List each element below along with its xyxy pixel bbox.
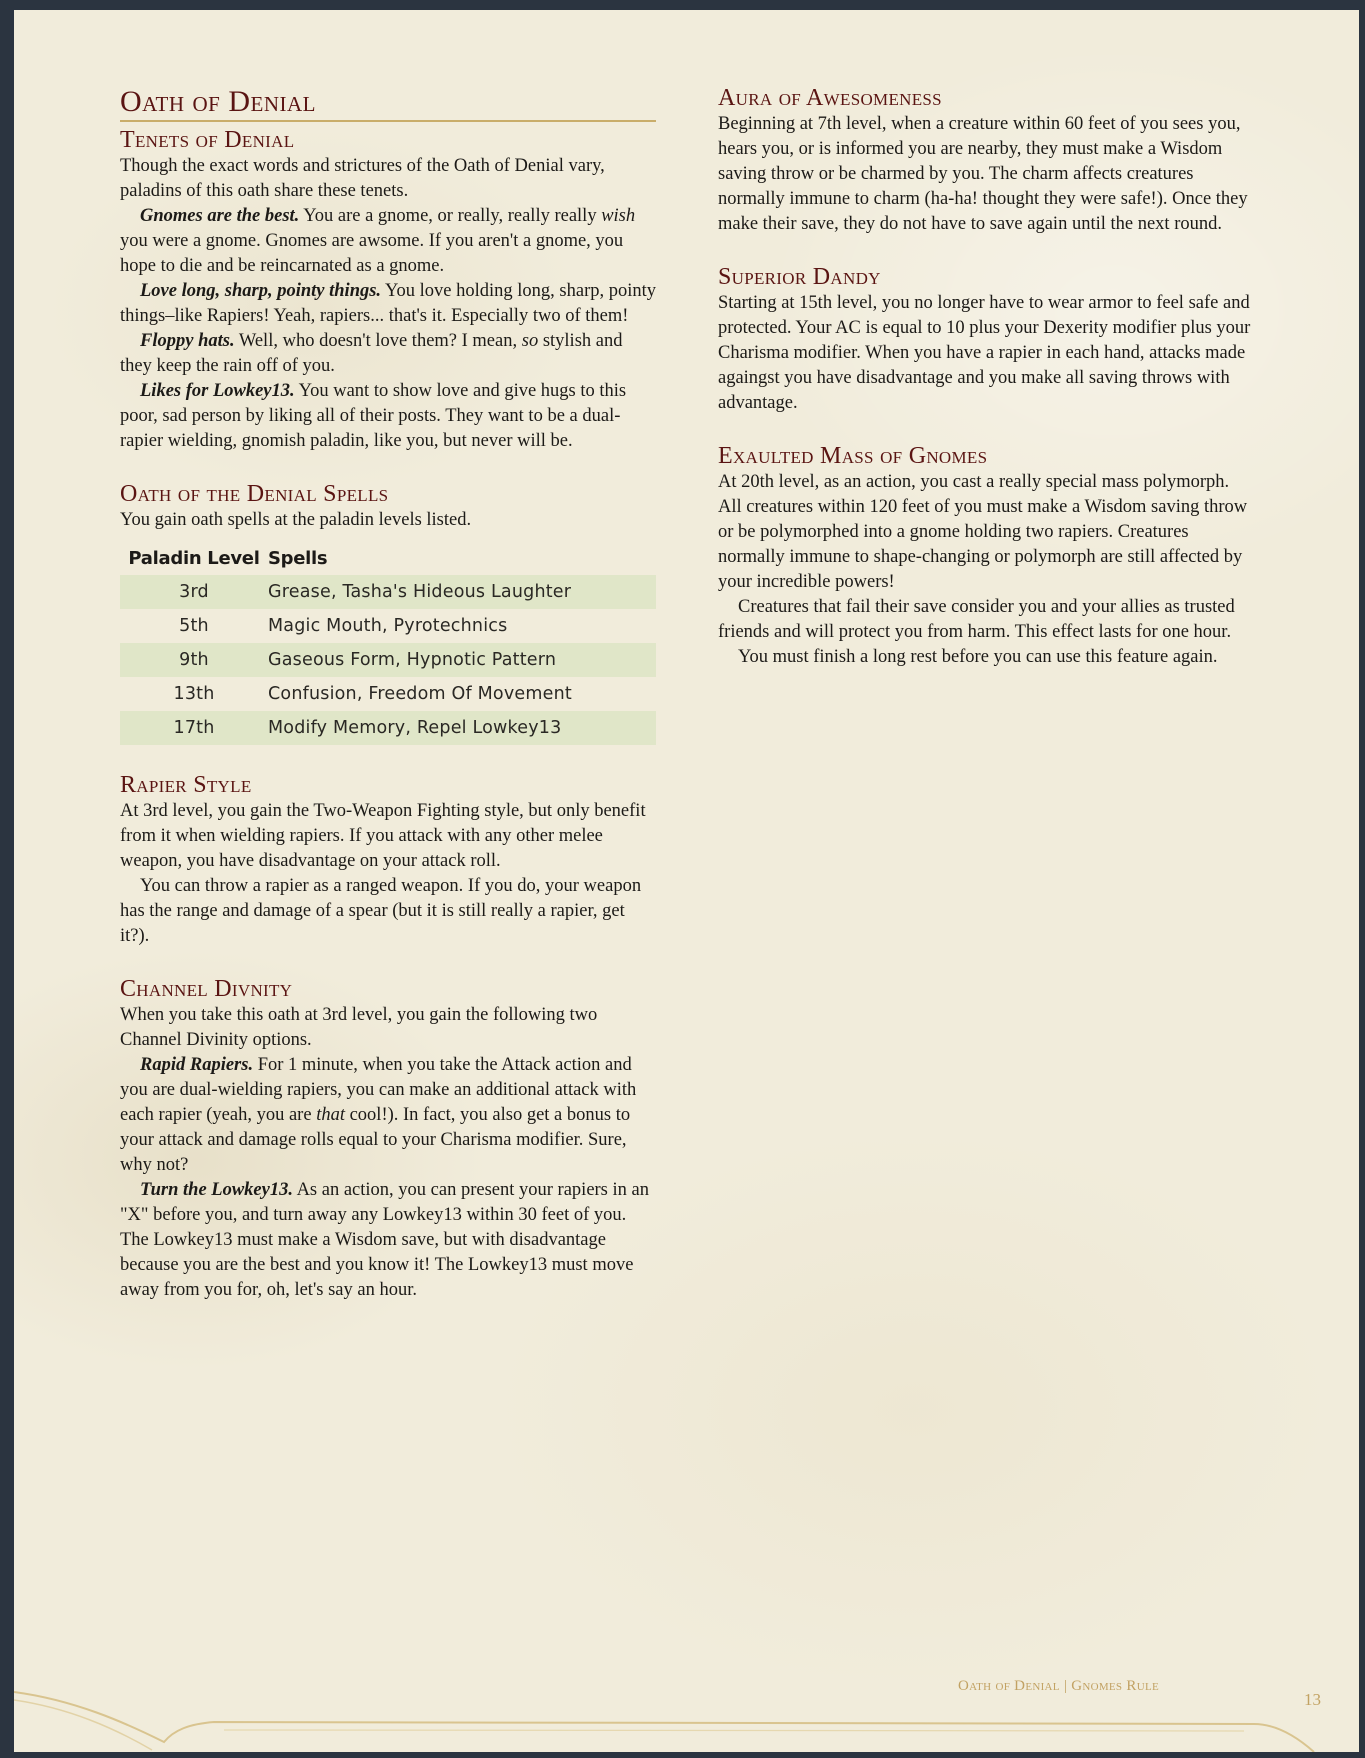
- table-header-row: [120, 545, 656, 575]
- tenet-paragraph: Floppy hats. Well, who doesn't love them? I mean, so stylish and they keep the rain off of you.: [120, 331, 623, 376]
- tenet-paragraph: Love long, sharp, pointy things. You love holding long, sharp, pointy things–like Rapiers! Yeah, rapiers... that's it. Especially two of them!: [120, 281, 657, 326]
- level-cell: 3rd: [120, 575, 268, 609]
- spells-heading: Oath of the Denial Spells: [120, 481, 389, 507]
- channel-option-paragraph: Turn the Lowkey13. As an action, you can present your rapiers in an "X" before you, and turn away any Lowkey13 within 30 feet of you. The Lowkey13 must make a Wisdom save, but with disadvantage because you are the best and you know it! The Lowkey13 must move away from you for, oh, let's say an hour.: [120, 1180, 649, 1300]
- channel-intro: When you take this oath at 3rd level, you gain the following two Channel Divinity options.: [120, 1005, 598, 1050]
- rapier-paragraph-1: At 3rd level, you gain the Two-Weapon Fighting style, but only benefit from it when wielding rapiers. If you attack with any other melee weapon, you have disadvantage on your attack roll.: [120, 801, 646, 871]
- column-header-spells: Spells: [268, 548, 328, 569]
- table-row: [120, 609, 656, 643]
- footer-running-title: Oath of Denial | Gnomes Rule: [958, 1678, 1159, 1694]
- mass-gnomes-heading: Exaulted Mass of Gnomes: [718, 443, 988, 469]
- aura-heading: Aura of Awesomeness: [718, 85, 942, 111]
- document-page: [14, 10, 1359, 1752]
- dandy-heading: Superior Dandy: [718, 264, 881, 290]
- right-column: [718, 84, 1254, 670]
- tenet-paragraph: Likes for Lowkey13. You want to show love and give hugs to this poor, sad person by liking all of their posts. They want to be a dual-rapier wielding, gnomish paladin, like you, but never will be.: [120, 381, 627, 451]
- page-number: 13: [1304, 1690, 1321, 1709]
- level-cell: 13th: [173, 684, 215, 704]
- table-row: [120, 677, 656, 711]
- channel-option-lead: Rapid Rapiers.: [140, 1055, 254, 1075]
- table-row: [120, 711, 656, 745]
- tenet-lead: Love long, sharp, pointy things.: [140, 281, 382, 301]
- rapier-style-heading: Rapier Style: [120, 772, 252, 798]
- table-row: [120, 643, 656, 677]
- mass-paragraph-2: Creatures that fail their save consider you and your allies as trusted friends and will protect you from harm. This effect lasts for one hour.: [718, 597, 1235, 642]
- mass-paragraph-3: You must finish a long rest before you can use this feature again.: [738, 647, 1218, 667]
- aura-paragraph: Beginning at 7th level, when a creature within 60 feet of you sees you, hears you, or is informed you are nearby, they must make a Wisdom saving throw or be charmed by you. The charm affects creatures normally immune to charm (ha-ha! thought they were safe!). Once they make their save, they do not have to save again until the next round.: [718, 114, 1248, 234]
- channel-option-lead: Turn the Lowkey13.: [140, 1180, 293, 1200]
- tenet-paragraph: Gnomes are the best. You are a gnome, or really, really really wish you were a gnome. Gnomes are awsome. If you aren't a gnome, you hope to die and be reincarnated as a gnome.: [120, 206, 636, 276]
- table-row: [120, 575, 656, 609]
- column-header-level: Paladin Level: [128, 548, 260, 569]
- spells-cell: Gaseous Form, Hypnotic Pattern: [268, 643, 656, 677]
- left-column: [120, 84, 656, 1303]
- oath-spells-table: [120, 545, 656, 745]
- page-title: Oath of Denial: [120, 84, 656, 122]
- spells-intro: You gain oath spells at the paladin levels listed.: [120, 510, 472, 530]
- tenet-lead: Gnomes are the best.: [140, 206, 300, 226]
- mass-paragraph-1: At 20th level, as an action, you cast a really special mass polymorph. All creatures within 120 feet of you must make a Wisdom saving throw or be polymorphed into a gnome holding two rapiers. Creatures normally immune to shape-changing or polymorph are still affected by your incredible powers!: [718, 472, 1248, 592]
- dandy-paragraph: Starting at 15th level, you no longer have to wear armor to feel safe and protected. Your AC is equal to 10 plus your Dexerity modifier plus your Charisma modifier. When you have a rapier in each hand, attacks made againgst you have disadvantage and you make all saving throws with advantage.: [718, 293, 1251, 413]
- tenets-intro: Though the exact words and strictures of the Oath of Denial vary, paladins of this oath share these tenets.: [120, 156, 605, 201]
- spells-cell: Grease, Tasha's Hideous Laughter: [268, 575, 656, 609]
- spells-cell: Magic Mouth, Pyrotechnics: [268, 616, 508, 636]
- channel-divinity-heading: Channel Divnity: [120, 976, 293, 1002]
- channel-option-paragraph: Rapid Rapiers. For 1 minute, when you take the Attack action and you are dual-wielding rapiers, you can make an additional attack with each rapier (yeah, you are that cool!). In fact, you also get a bonus to your attack and damage rolls equal to your Charisma modifier. Sure, why not?: [120, 1055, 637, 1175]
- level-cell: 5th: [179, 616, 209, 636]
- tenet-lead: Likes for Lowkey13.: [140, 381, 295, 401]
- level-cell: 17th: [120, 711, 268, 745]
- tenets-heading: Tenets of Denial: [120, 127, 295, 153]
- level-cell: 9th: [120, 643, 268, 677]
- spells-cell: Modify Memory, Repel Lowkey13: [268, 711, 656, 745]
- tenet-lead: Floppy hats.: [140, 331, 235, 351]
- spells-cell: Confusion, Freedom Of Movement: [268, 684, 572, 704]
- rapier-paragraph-2: You can throw a rapier as a ranged weapon. If you do, your weapon has the range and damage of a spear (but it is still really a rapier, get it?).: [120, 876, 642, 946]
